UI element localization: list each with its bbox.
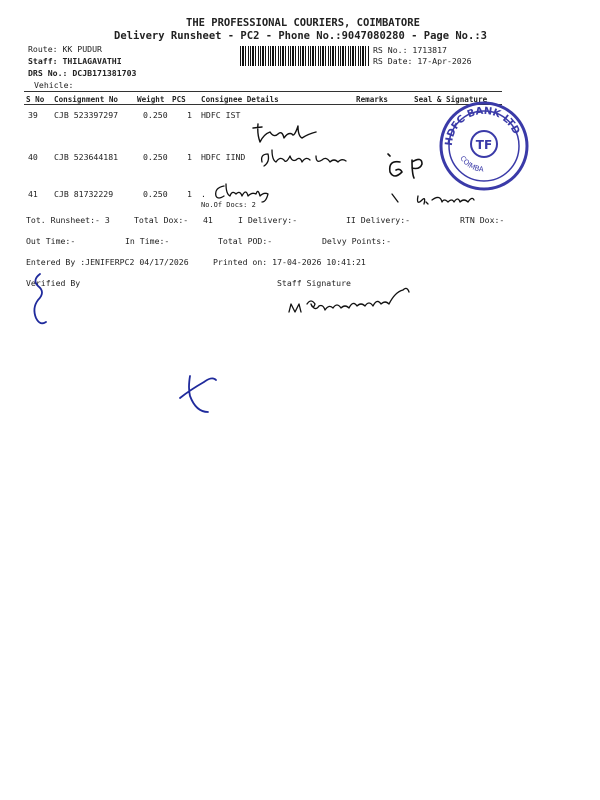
ii-delivery: II Delivery:- <box>346 215 411 225</box>
row-pcs: 1 <box>187 152 192 162</box>
col-remarks: Remarks <box>356 95 389 104</box>
row-consignment: CJB 523397297 <box>54 110 119 120</box>
verified-by: Verified By <box>26 278 81 288</box>
handwriting-verified-signature <box>28 270 58 330</box>
col-weight: Weight <box>137 95 165 104</box>
row-weight: 0.250 <box>143 189 168 199</box>
seal-bank-text: HDFC BANK LTD <box>443 105 522 147</box>
row-consignee: . <box>201 189 206 199</box>
route: Route: KK PUDUR <box>28 44 102 54</box>
row-consignee: HDFC IIND <box>201 152 246 162</box>
col-seal-signature: Seal & Signature <box>414 95 488 104</box>
col-pcs: PCS <box>172 95 186 104</box>
delvy-points: Delvy Points:- <box>322 236 392 246</box>
handwriting-row2-signature <box>258 146 353 171</box>
vehicle: Vehicle: <box>34 80 74 90</box>
header-top-rule <box>24 91 502 92</box>
row-pcs: 1 <box>187 189 192 199</box>
bank-seal-stamp <box>438 100 530 192</box>
runsheet-subtitle: Delivery Runsheet - PC2 - Phone No.:9047080280 - Page No.:3 <box>114 30 487 42</box>
handwriting-blue-mark <box>176 372 221 417</box>
company-name: THE PROFESSIONAL COURIERS, COIMBATORE <box>186 17 420 29</box>
handwriting-gp <box>380 150 440 185</box>
i-delivery: I Delivery:- <box>238 215 298 225</box>
row-weight: 0.250 <box>143 152 168 162</box>
out-time: Out Time:- <box>26 236 76 246</box>
barcode <box>240 46 369 66</box>
row-consignment: CJB 81732229 <box>54 189 114 199</box>
staff-signature-label: Staff Signature <box>277 278 351 288</box>
total-dox-label: Total Dox:- <box>134 215 189 225</box>
in-time: In Time:- <box>125 236 170 246</box>
staff: Staff: THILAGAVATHI <box>28 56 122 66</box>
seal-center-text: TF <box>475 138 493 152</box>
col-consignment: Consignment No <box>54 95 119 104</box>
handwriting-row3-signature <box>210 180 275 205</box>
drs-number: DRS No.: DCJB171381703 <box>28 68 137 78</box>
handwriting-remark-signature <box>388 188 488 213</box>
col-consignee: Consignee Details <box>201 95 279 104</box>
rtn-dox: RTN Dox:- <box>460 215 505 225</box>
entered-by: Entered By :JENIFERPC2 04/17/2026 <box>26 257 189 267</box>
handwriting-staff-signature <box>285 282 425 322</box>
rs-number: RS No.: 1713817 <box>373 45 447 55</box>
row-weight: 0.250 <box>143 110 168 120</box>
row-sno: 41 <box>28 189 38 199</box>
seal-city-text: COIMBA <box>458 154 485 174</box>
row-sno: 40 <box>28 152 38 162</box>
row-sno: 39 <box>28 110 38 120</box>
printed-on: Printed on: 17-04-2026 10:41:21 <box>213 257 366 267</box>
rs-date: RS Date: 17-Apr-2026 <box>373 56 472 66</box>
row-pcs: 1 <box>187 110 192 120</box>
row-consignee: HDFC IST <box>201 110 241 120</box>
row-note: No.Of Docs: 2 <box>201 201 256 209</box>
total-pod: Total POD:- <box>218 236 273 246</box>
row-consignment: CJB 523644181 <box>54 152 119 162</box>
col-sno: S No <box>26 95 45 104</box>
total-dox-value: 41 <box>203 215 213 225</box>
header-bottom-rule <box>24 104 502 105</box>
tot-runsheet: Tot. Runsheet:- 3 <box>26 215 110 225</box>
